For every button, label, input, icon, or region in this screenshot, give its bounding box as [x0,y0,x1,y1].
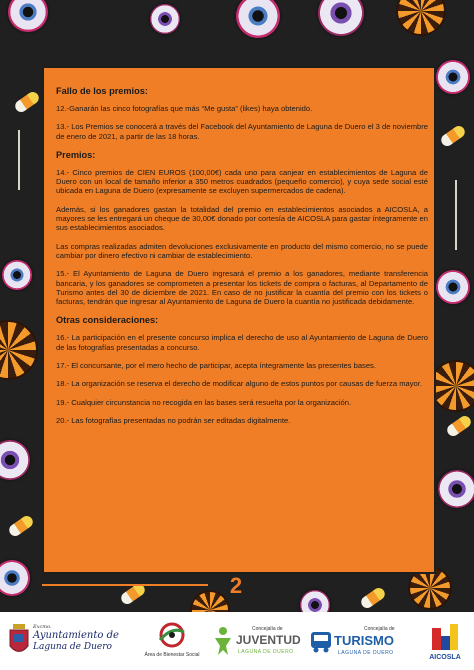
turismo-caption: Concejalía de [364,626,395,632]
candy-corn-decoration [13,90,41,115]
lollipop-stick [455,180,457,250]
turismo-title: TURISMO [334,633,394,648]
rule-paragraph: 17.- El concursante, por el mero hecho de participar, acepta íntegramente las presentes bases. [56,361,376,371]
rule-paragraph: 12.-Ganarán las cinco fotografías que más “Me gusta” (likes) haya obtenido. [56,104,313,113]
aicosla-emblem-icon [431,622,459,652]
turismo-town: LAGUNA DE DUERO [338,650,394,656]
rule-paragraph: 16.- La participación en el presente concurso implica el derecho de uso al Ayuntamiento de Laguna de Duero de las fotografías presentadas a concurso. [56,333,428,352]
lollipop-decoration [430,360,474,412]
coat-of-arms-icon [8,624,30,658]
lollipop-decoration [0,320,38,380]
section-heading: Fallo de los premios: [56,86,148,96]
bienestar-label: Área de Bienestar Social [144,652,200,658]
rule-paragraph: 18.- La organización se reserva el derecho de modificar alguno de estos puntos por causas de fuerza mayor. [56,379,422,389]
rule-paragraph: 13.- Los Premios se conocerá a través del Facebook del Ayuntamiento de Laguna de Duero el 3 de noviembre de enero de 2021, a partir de las 18 horas. [56,122,428,141]
rule-paragraph: 14.- Cinco premios de CIEN EUROS (100,00€) cada uno para canjear en establecimientos de Laguna de Duero con un local de tamaño inferior a 350 metros cuadrados (pequeño comercio), y cuya sede social esté ubicada en Laguna de Duero (expresamente se excluyen supermercados de cadena). [56,167,428,196]
eyeball-decoration [300,590,330,612]
bienestar-social-logo [140,622,204,664]
ayuntamiento-name: Ayuntamiento de [33,630,119,641]
eyeball-decoration [318,0,364,36]
page-number-rule [42,584,208,586]
rule-paragraph: Además, si los ganadores gastan la totalidad del premio en establecimientos asociados a AICOSLA, a mayores se les entregará un cheque de 30,00€ donado por cortesía de AICOSLA para gastar íntegramente en sus establecimientos asociados. [56,204,428,233]
section-heading: Premios: [56,149,96,160]
sponsor-footer [0,612,474,670]
juventud-caption: Concejalía de [252,626,283,632]
section-heading: Otras consideraciones: [56,315,159,326]
eyeball-decoration [438,470,474,508]
ayuntamiento-logo [8,622,126,664]
aicosla-logo [422,622,468,664]
lollipop-stick [18,130,20,190]
aicosla-label: AICOSLA [429,654,461,661]
eyeball-decoration [2,260,32,290]
rules-content [56,78,428,434]
juventud-logo [212,622,300,664]
rule-paragraph: 20.- Las fotografías presentadas no podrán ser editadas digitalmente. [56,415,291,425]
juventud-figure-icon [212,626,234,656]
bienestar-emblem-icon [152,622,192,648]
juventud-title: JUVENTUD [236,633,301,647]
eyeball-decoration [150,4,180,34]
eyeball-decoration [436,270,470,304]
turismo-logo [310,622,410,664]
eyeball-decoration [236,0,280,38]
candy-corn-decoration [445,414,473,439]
eyeball-decoration [8,0,48,32]
turismo-bus-icon [310,630,332,654]
rules-panel [42,66,436,574]
rule-paragraph: 15.- El Ayuntamiento de Laguna de Duero ingresará el premio a los ganadores, mediante transferencia bancaria, y los ganadores se comprometen a presentar los tickets de compra o facturas, al Departamento de Turismo antes del 30 de diciembre de 2021. En caso de no justificar la cuantía del premio con los tickets o facturas, tendrán que ingresar al Ayuntamiento de Laguna de Duero la cuantía no justificada debidamente. [56,269,428,307]
eyeball-decoration [0,560,30,596]
eyeball-decoration [436,60,470,94]
eyeball-decoration [0,440,30,480]
page-number: 2 [229,573,243,598]
candy-corn-decoration [7,514,35,539]
lollipop-decoration [396,0,446,36]
ayuntamiento-prefix: Excmo. [33,624,52,630]
candy-corn-decoration [359,586,387,611]
rule-paragraph: 19.- Cualquier circunstancia no recogida en las bases será resuelta por la organización. [56,397,352,407]
ayuntamiento-town: Laguna de Duero [33,642,112,652]
rule-paragraph: Las compras realizadas admiten devoluciones exclusivamente en producto del mismo comercio, no se puede cambiar por dinero efectivo ni cambiar de establecimiento. [56,241,428,260]
candy-corn-decoration [439,124,467,149]
juventud-town: LAGUNA DE DUERO [238,649,294,655]
